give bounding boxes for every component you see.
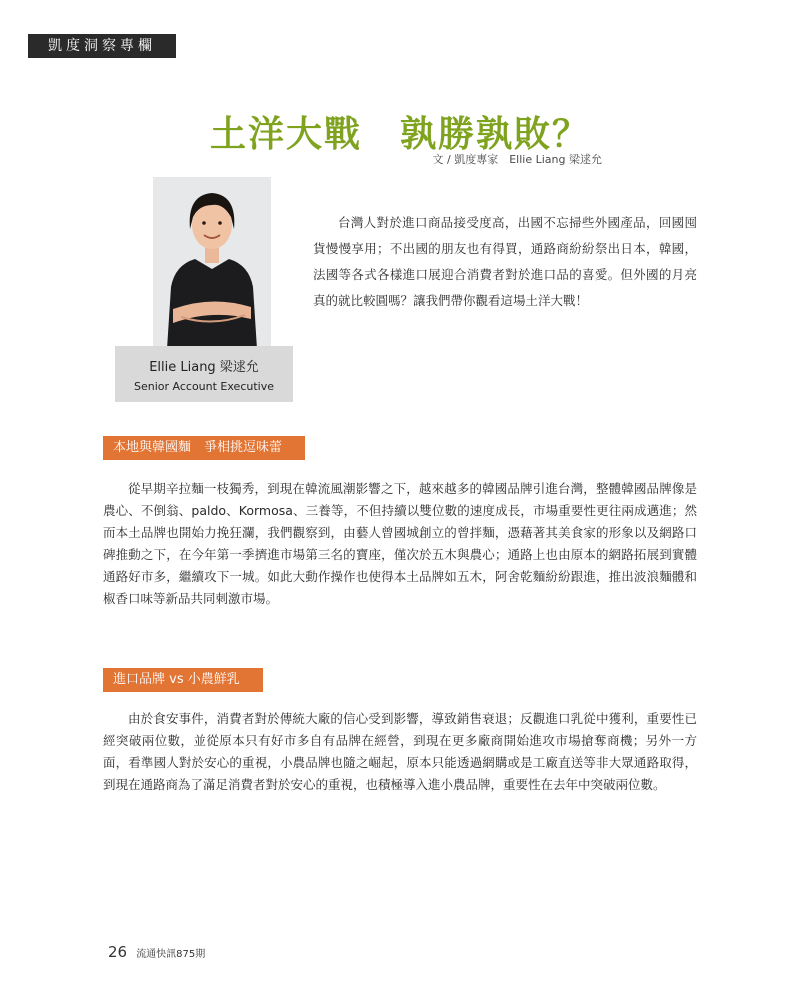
author-photo [153,177,271,349]
publication-name: 流通快訊875期 [136,949,206,960]
section-body-milk: 由於食安事件，消費者對於傳統大廠的信心受到影響，導致銷售衰退；反觀進口乳從中獲利，重要性已經突破兩位數，並從原本只有好市多自有品牌在經營，到現在更多廠商開始進攻市場搶奪商機；另外一方面，看準國人對於安心的重視，小農品牌也隨之崛起，原本只能透過網購或是工廠直送等非大眾通路取得，到現在通路商為了滿足消費者對於安心的重視，也積極導入進小農品牌，重要性在去年中突破兩位數。 [103,711,697,792]
article-title: 土洋大戰 孰勝孰敗？ [209,114,590,155]
section-heading-milk: 進口品牌 vs 小農鮮乳 [103,668,263,692]
article-byline: 文 / 凱度專家 Ellie Liang 梁逑允 [432,153,602,166]
author-title: Senior Account Executive [134,380,274,393]
author-portrait-illustration [153,177,271,349]
page-footer [108,942,205,961]
section-heading-noodles: 本地與韓國麵 爭相挑逗味蕾 [103,436,305,460]
column-tag: 凱度洞察專欄 [28,34,176,58]
intro-paragraph: 台灣人對於進口商品接受度高，出國不忘掃些外國產品，回國囤貨慢慢享用；不出國的朋友也有得買，通路商紛紛祭出日本，韓國，法國等各式各樣進口展迎合消費者對於進口品的喜愛。但外國的月亮真的就比較圓嗎？讓我們帶你觀看這場土洋大戰！ [313,215,697,308]
author-name: Ellie Liang 梁逑允 [149,360,259,375]
author-profile-card [115,346,293,402]
section-body-noodles: 從早期辛拉麵一枝獨秀，到現在韓流風潮影響之下，越來越多的韓國品牌引進台灣，整體韓國品牌像是農心、不倒翁、paldo、Kormosa、三養等，不但持續以雙位數的速度成長，市場重要性更往兩成邁進；然而本土品牌也開始力挽狂瀾，我們觀察到，由藝人曾國城創立的曾拌麵，憑藉著其美食家的形象以及網路口碑推動之下，在今年第一季擠進市場第三名的寶座，僅次於五木與農心；通路上也由原本的網路拓展到實體通路好市多，繼續攻下一城。如此大動作操作也使得本土品牌如五木，阿舍乾麵紛紛跟進，推出波浪麵體和椒香口味等新品共同刺激市場。 [103,481,697,606]
page-number: 26 [108,943,128,961]
